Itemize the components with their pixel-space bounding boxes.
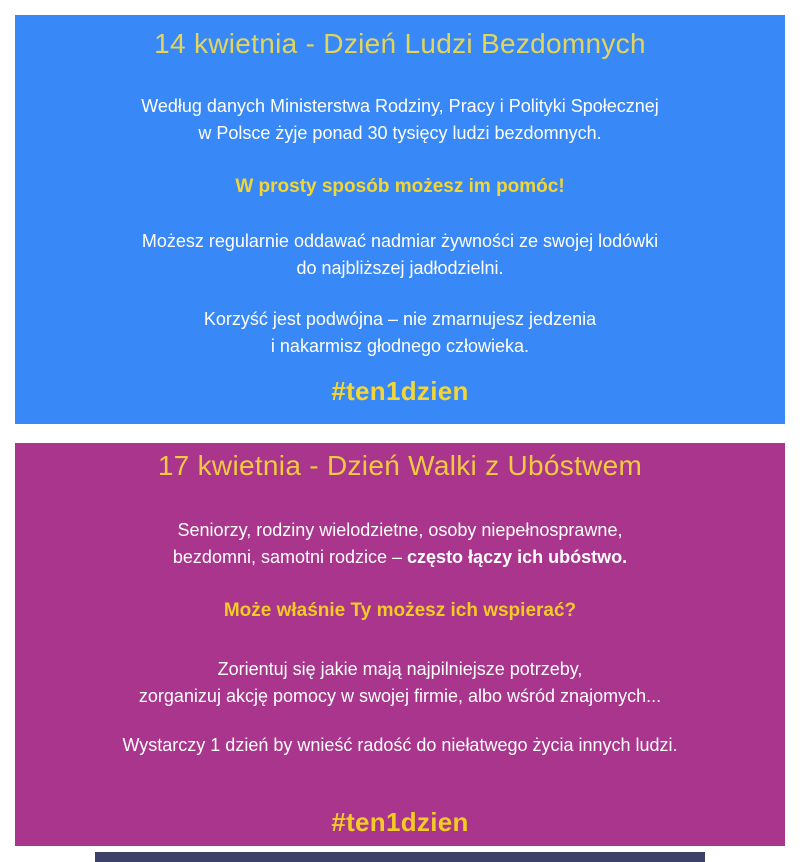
paragraph-line: Seniorzy, rodziny wielodzietne, osoby niepełnosprawne, [177,520,623,540]
highlight-call-to-action: W prosty sposób możesz im pomóc! [235,176,565,197]
paragraph-line: Wystarczy 1 dzień by wnieść radość do niełatwego życia innych ludzi. [122,735,678,755]
paragraph-statistics [15,93,785,147]
paragraph-line: Zorientuj się jakie mają najpilniejsze potrzeby, [217,659,583,679]
next-card-top-edge [95,852,705,862]
paragraph-line: do najbliższej jadłodzielni. [296,258,504,278]
paragraph-line: w Polsce żyje ponad 30 tysięcy ludzi bezdomnych. [198,123,602,143]
paragraph-line: Możesz regularnie oddawać nadmiar żywności ze swojej lodówki [141,231,659,251]
paragraph-groups [15,517,785,571]
paragraph-advice [15,228,785,282]
paragraph-line: Według danych Ministerstwa Rodziny, Pracy i Polityki Społecznej [141,96,659,116]
card-poverty-day [15,443,785,846]
card-title: 14 kwietnia - Dzień Ludzi Bezdomnych [154,28,646,59]
hashtag-label: #ten1dzien [331,376,469,406]
paragraph-line: Korzyść jest podwójna – nie zmarnujesz jedzenia [203,309,597,329]
highlight-call-to-action: Może właśnie Ty możesz ich wspierać? [223,600,577,621]
paragraph-line: i nakarmisz głodnego człowieka. [270,336,530,356]
paragraph-segment: bezdomni, samotni rodzice – [172,547,408,567]
paragraph-advice [15,656,785,710]
paragraph-benefit [15,306,785,360]
hashtag-label: #ten1dzien [331,807,469,837]
card-homeless-day [15,15,785,424]
paragraph-benefit [15,732,785,759]
paragraph-segment-bold: często łączy ich ubóstwo. [407,547,628,567]
paragraph-line: zorganizuj akcję pomocy w swojej firmie, albo wśród znajomych... [138,686,662,706]
card-title: 17 kwietnia - Dzień Walki z Ubóstwem [157,450,643,481]
paragraph-line [15,544,785,571]
